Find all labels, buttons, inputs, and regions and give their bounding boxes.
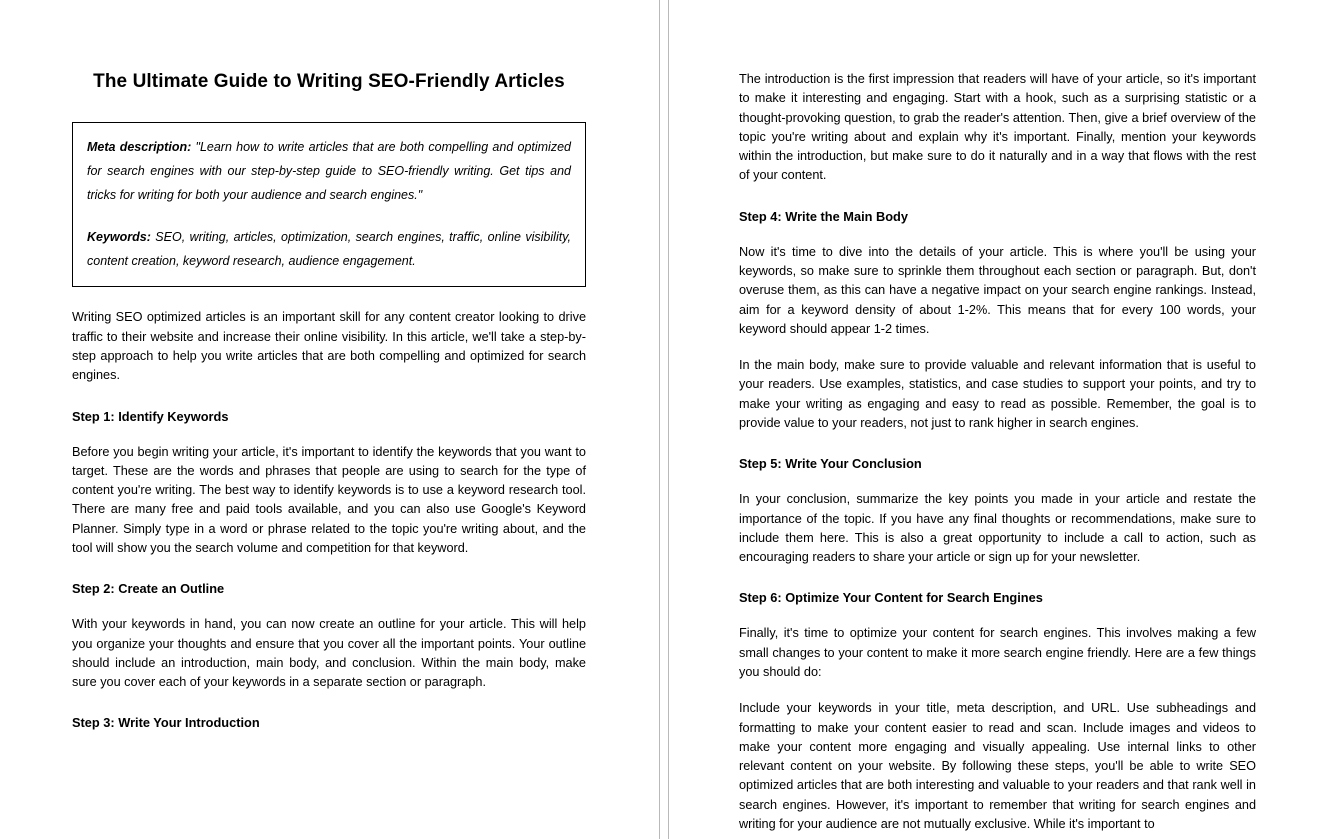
heading-step-3: Step 3: Write Your Introduction bbox=[72, 715, 260, 731]
paragraph-step-6-b: Include your keywords in your title, meta description, and URL. Use subheadings and formatting to make your content easier to read and scan. Include images and videos to make your content more engaging and visually appealing. Use internal links to other relevant content on your website. By following these steps, you'll be able to write SEO optimized articles that are both interesting and valuable to your readers and that rank well in search engines. However, it's important to remember that writing for search engines and writing for your audience are not mutually exclusive. While it's important to bbox=[739, 701, 1256, 832]
paragraph-step-1: Before you begin writing your article, it's important to identify the keywords that you want to target. These are the words and phrases that people are using to search for the type of content you're writing. The best way to identify keywords is to use a keyword research tool. There are many free and paid tools available, and you can also use Google's Keyword Planner. Simply type in a word or phrase related to the topic you're writing about, and the tool will show you the search volume and competition for that keyword. bbox=[72, 444, 586, 555]
heading-step-2: Step 2: Create an Outline bbox=[72, 581, 225, 597]
page-title: The Ultimate Guide to Writing SEO-Friendly Articles bbox=[93, 71, 565, 92]
paragraph-step-5: In your conclusion, summarize the key points you made in your article and restate the importance of the topic. If you have any final thoughts or recommendations, make sure to include them here. This is also a great opportunity to include a call to action, such as encouraging readers to share your article or sign up for your newsletter. bbox=[739, 492, 1256, 565]
document-page-left bbox=[0, 0, 659, 839]
heading-step-4: Step 4: Write the Main Body bbox=[739, 208, 908, 224]
keywords-paragraph bbox=[87, 225, 571, 274]
paragraph-step-4-b: In the main body, make sure to provide valuable and relevant information that is useful to your readers. Use examples, statistics, and case studies to support your points, and try to make your writing as engaging and easy to read as possible. Remember, the goal is to provide value to your readers, not just to rank higher in search engines. bbox=[739, 358, 1256, 431]
paragraph-step-3-continued: The introduction is the first impression that readers will have of your article, so it's important to make it interesting and engaging. Start with a hook, such as a surprising statistic or a thought-provoking question, to grab the reader's attention. Then, give a brief overview of the topic you're writing about and explain why it's important. Finally, mention your keywords within the introduction, but make sure to do it naturally and in a way that flows with the rest of your content. bbox=[739, 72, 1256, 183]
meta-description-text: "Learn how to write articles that are both compelling and optimized for search engines with our step-by-step guide to SEO-friendly writing. Get tips and tricks for writing for both your audience and search engines." bbox=[87, 139, 571, 203]
intro-paragraph: Writing SEO optimized articles is an important skill for any content creator looking to drive traffic to their website and increase their online visibility. In this article, we'll take a step-by-step approach to help you write articles that are both compelling and optimized for search engines. bbox=[72, 310, 586, 383]
heading-step-1: Step 1: Identify Keywords bbox=[72, 408, 229, 424]
keywords-text: SEO, writing, articles, optimization, search engines, traffic, online visibility, content creation, keyword research, audience engagement. bbox=[87, 229, 571, 269]
meta-description-box bbox=[72, 122, 586, 288]
heading-step-6: Step 6: Optimize Your Content for Search Engines bbox=[739, 590, 1043, 606]
meta-description-label: Meta description: bbox=[87, 139, 192, 154]
paragraph-step-2: With your keywords in hand, you can now create an outline for your article. This will help you organize your thoughts and ensure that you cover all the important points. Your outline should include an introduction, main body, and conclusion. Within the main body, make sure you cover each of your keywords in a separate section or paragraph. bbox=[72, 617, 586, 690]
document-page-right bbox=[669, 0, 1328, 839]
page-divider bbox=[659, 0, 669, 839]
meta-description-paragraph bbox=[87, 135, 571, 208]
paragraph-step-6-a: Finally, it's time to optimize your content for search engines. This involves making a few small changes to your content to make it more search engine friendly. Here are a few things you should do: bbox=[739, 626, 1256, 679]
heading-step-5: Step 5: Write Your Conclusion bbox=[739, 456, 922, 472]
keywords-label: Keywords: bbox=[87, 229, 151, 244]
paragraph-step-4-a: Now it's time to dive into the details of your article. This is where you'll be using your keywords, so make sure to sprinkle them throughout each section or paragraph. But, don't overuse them, as this can have a negative impact on your search engine rankings. Instead, aim for a keyword density of about 1-2%. This means that for every 100 words, your keyword should appear 1-2 times. bbox=[739, 244, 1256, 336]
